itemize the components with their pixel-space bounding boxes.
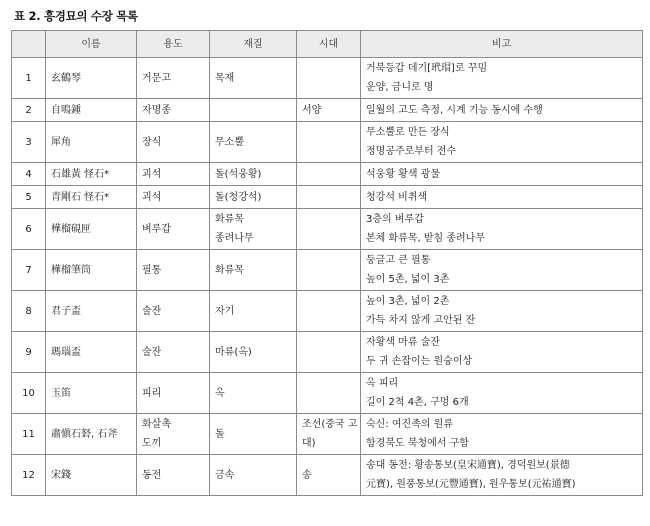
cell-line: 청강석 비취색 <box>366 191 428 203</box>
cell-line: 높이 5촌, 넓이 3촌 <box>366 274 450 285</box>
item-name-cell: 犀角 <box>46 122 137 163</box>
header-material: 재질 <box>210 31 297 58</box>
cell-line: 옥 <box>215 387 225 399</box>
header-use: 용도 <box>137 31 210 58</box>
item-name-cell: 玄鶴琴 <box>46 58 137 99</box>
cell-line: 금속 <box>215 469 235 481</box>
era-cell <box>297 58 361 99</box>
item-name-cell: 瑪瑙盃 <box>46 332 137 373</box>
item-name-cell: 肅愼石砮, 石斧 <box>46 414 137 455</box>
item-name-cell: 玉笛 <box>46 373 137 414</box>
cell-line: 거북등갑 데기[玳瑁]로 꾸밈 <box>366 63 488 74</box>
cell-line: 자기 <box>215 305 235 317</box>
cell-line: 숙신: 여진족의 원류 <box>366 419 454 430</box>
cell-line: 필통 <box>142 264 162 276</box>
cell-line: 장식 <box>142 136 162 148</box>
cell-line: 대) <box>302 438 316 449</box>
cell-line: 술잔 <box>142 346 162 358</box>
row-number-cell: 5 <box>12 186 46 209</box>
cell-line: 일월의 고도 측정, 시계 기능 동시에 수행 <box>366 104 543 116</box>
item-name-cell: 樺榴筆筒 <box>46 250 137 291</box>
material-cell <box>210 163 297 186</box>
era-cell <box>297 209 361 250</box>
cell-line: 동전 <box>142 469 162 481</box>
row-number-cell: 7 <box>12 250 46 291</box>
cell-line: 정명공주로부터 전수 <box>366 146 457 157</box>
era-cell <box>297 332 361 373</box>
table-row <box>12 209 643 250</box>
use-cell <box>137 250 210 291</box>
item-name-cell: 宋錢 <box>46 455 137 496</box>
era-cell <box>297 99 361 122</box>
material-cell <box>210 414 297 455</box>
use-cell <box>137 58 210 99</box>
cell-line: 운양, 금니로 명 <box>366 82 434 93</box>
table-row <box>12 250 643 291</box>
header-no <box>12 31 46 58</box>
cell-line: 돌(석웅황) <box>215 168 262 180</box>
table-row <box>12 58 643 99</box>
note-cell <box>361 414 643 455</box>
note-cell <box>361 332 643 373</box>
cell-line: 화류목 <box>215 264 244 276</box>
use-cell <box>137 291 210 332</box>
cell-line: 옥 피리 <box>366 378 399 389</box>
note-cell <box>361 163 643 186</box>
header-note: 비고 <box>361 31 643 58</box>
table-header-row <box>12 31 643 58</box>
cell-line: 화류목 <box>215 214 244 225</box>
table-row <box>12 186 643 209</box>
row-number-cell: 12 <box>12 455 46 496</box>
use-cell <box>137 209 210 250</box>
note-cell <box>361 373 643 414</box>
item-name-cell: 樺榴硯匣 <box>46 209 137 250</box>
cell-line: 무소뿔 <box>215 136 244 148</box>
table-row <box>12 332 643 373</box>
cell-line: 두 귀 손잡이는 원숭이상 <box>366 356 473 367</box>
table-row <box>12 163 643 186</box>
cell-line: 괴석 <box>142 191 162 203</box>
table-row <box>12 455 643 496</box>
material-cell <box>210 99 297 122</box>
material-cell <box>210 122 297 163</box>
era-cell <box>297 186 361 209</box>
row-number-cell: 2 <box>12 99 46 122</box>
material-cell <box>210 373 297 414</box>
cell-line: 길이 2척 4촌, 구멍 6개 <box>366 397 469 408</box>
cell-line: 송 <box>302 469 312 481</box>
cell-line: 서양 <box>302 104 322 116</box>
cell-line: 돌(청강석) <box>215 191 262 203</box>
cell-line: 화살촉 <box>142 419 171 430</box>
use-cell <box>137 122 210 163</box>
cell-line: 元寶), 원풍통보(元豐通寶), 원우통보(元祐通寶) <box>366 479 576 490</box>
material-cell <box>210 291 297 332</box>
era-cell <box>297 250 361 291</box>
table-row <box>12 99 643 122</box>
era-cell <box>297 122 361 163</box>
cell-line: 벼루갑 <box>142 223 171 235</box>
cell-line: 종려나무 <box>215 233 254 244</box>
cell-line: 자황색 마류 술잔 <box>366 337 440 348</box>
material-cell <box>210 250 297 291</box>
table-row <box>12 122 643 163</box>
item-name-cell: 自鳴鍾 <box>46 99 137 122</box>
note-cell <box>361 291 643 332</box>
cell-line: 자명종 <box>142 104 171 116</box>
note-cell <box>361 99 643 122</box>
material-cell <box>210 58 297 99</box>
note-cell <box>361 122 643 163</box>
use-cell <box>137 163 210 186</box>
cell-line: 목재 <box>215 72 235 84</box>
cell-line: 송대 동전: 황송통보(皇宋通寶), 경덕원보(景德 <box>366 460 570 471</box>
use-cell <box>137 414 210 455</box>
collection-table <box>11 30 643 496</box>
cell-line: 함경북도 북청에서 구함 <box>366 438 469 449</box>
cell-line: 둥글고 큰 필통 <box>366 255 431 266</box>
table-row <box>12 291 643 332</box>
cell-line: 본체 화류목, 받침 종려나무 <box>366 233 485 244</box>
cell-line: 피리 <box>142 387 162 399</box>
cell-line: 돌 <box>215 428 225 440</box>
use-cell <box>137 332 210 373</box>
era-cell <box>297 455 361 496</box>
note-cell <box>361 455 643 496</box>
era-cell <box>297 414 361 455</box>
row-number-cell: 3 <box>12 122 46 163</box>
cell-line: 조선(중국 고 <box>302 419 358 430</box>
cell-line: 3층의 벼루갑 <box>366 214 424 225</box>
use-cell <box>137 186 210 209</box>
row-number-cell: 1 <box>12 58 46 99</box>
material-cell <box>210 209 297 250</box>
item-name-cell: 君子盃 <box>46 291 137 332</box>
use-cell <box>137 373 210 414</box>
table-row <box>12 373 643 414</box>
row-number-cell: 6 <box>12 209 46 250</box>
cell-line: 도끼 <box>142 438 162 449</box>
cell-line: 거문고 <box>142 72 171 84</box>
use-cell <box>137 99 210 122</box>
header-name: 이름 <box>46 31 137 58</box>
row-number-cell: 4 <box>12 163 46 186</box>
era-cell <box>297 163 361 186</box>
era-cell <box>297 291 361 332</box>
table-caption: 표 2. 흥경묘의 수장 목록 <box>14 9 138 23</box>
note-cell <box>361 186 643 209</box>
cell-line: 무소뿔로 만든 장식 <box>366 127 450 138</box>
cell-line: 괴석 <box>142 168 162 180</box>
material-cell <box>210 455 297 496</box>
cell-line: 가득 차지 않게 고안된 잔 <box>366 315 476 326</box>
header-era: 시대 <box>297 31 361 58</box>
material-cell <box>210 186 297 209</box>
material-cell <box>210 332 297 373</box>
item-name-cell: 石雄黃 怪石* <box>46 163 137 186</box>
note-cell <box>361 58 643 99</box>
cell-line: 높이 3촌, 넓이 2촌 <box>366 296 450 307</box>
era-cell <box>297 373 361 414</box>
row-number-cell: 9 <box>12 332 46 373</box>
table-row <box>12 414 643 455</box>
row-number-cell: 8 <box>12 291 46 332</box>
use-cell <box>137 455 210 496</box>
row-number-cell: 10 <box>12 373 46 414</box>
cell-line: 술잔 <box>142 305 162 317</box>
cell-line: 마류(옥) <box>215 346 252 358</box>
cell-line: 석웅황 황색 광물 <box>366 168 440 180</box>
note-cell <box>361 250 643 291</box>
note-cell <box>361 209 643 250</box>
item-name-cell: 青剛石 怪石* <box>46 186 137 209</box>
row-number-cell: 11 <box>12 414 46 455</box>
